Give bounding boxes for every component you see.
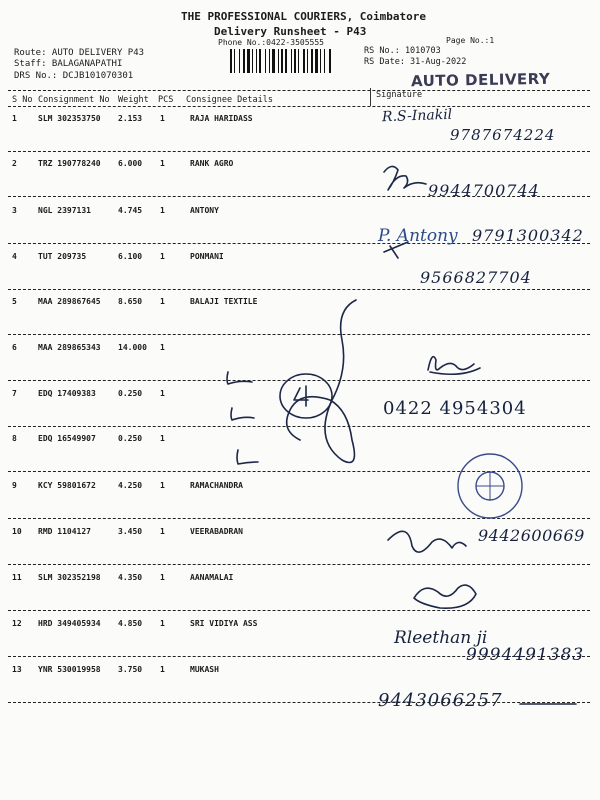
row-consignment: YNR 530019958: [38, 665, 101, 674]
row-pcs: 1: [160, 114, 165, 123]
row10-signature-phone: 9442600669: [478, 526, 585, 545]
row8-hook: [237, 450, 258, 464]
row-sno: 4: [12, 252, 17, 261]
row-consignee: RANK AGRO: [190, 159, 234, 168]
row13-signature-phone: 9443066257: [378, 690, 503, 711]
row-weight: 3.450: [118, 527, 143, 536]
row-consignment: KCY 59801672: [38, 481, 96, 490]
drs-number: DRS No.: DCJB101070301: [14, 71, 134, 81]
row-consignment: HRD 349405934: [38, 619, 101, 628]
row-pcs: 1: [160, 343, 165, 352]
row-consignee: SRI VIDIYA ASS: [190, 619, 258, 628]
row-weight: 14.000: [118, 343, 147, 352]
row-pcs: 1: [160, 434, 165, 443]
row6-hook: [227, 372, 252, 384]
row-pcs: 1: [160, 481, 165, 490]
row10-scribble: [388, 531, 466, 552]
row-pcs: 1: [160, 206, 165, 215]
row-weight: 3.750: [118, 665, 143, 674]
row4-signature-phone: 9566827704: [420, 268, 532, 287]
row-weight: 6.000: [118, 159, 143, 168]
row-consignee: RAJA HARIDASS: [190, 114, 253, 123]
col-weight: Weight: [118, 95, 149, 105]
row-weight: 4.350: [118, 573, 143, 582]
row1-signature-name: R.S-Inakil: [381, 106, 453, 126]
row-consignee: ANTONY: [190, 206, 219, 215]
row-sno: 1: [12, 114, 17, 123]
row-pcs: 1: [160, 665, 165, 674]
row-consignee: PONMANI: [190, 252, 224, 261]
row-consignee: RAMACHANDRA: [190, 481, 243, 490]
row2-scribble: [384, 166, 426, 190]
row-consignment: EDQ 16549907: [38, 434, 96, 443]
row-consignment: TUT 209735: [38, 252, 87, 261]
row2-signature-phone: 9944700744: [428, 181, 540, 200]
row-consignment: TRZ 190778240: [38, 159, 101, 168]
row-consignee: BALAJI TEXTILE: [190, 297, 258, 306]
row12-signature-phone: 9994491383: [466, 645, 585, 665]
row-weight: 0.250: [118, 434, 143, 443]
row-weight: 2.153: [118, 114, 143, 123]
row-pcs: 1: [160, 619, 165, 628]
row-sno: 10: [12, 527, 22, 536]
row-weight: 4.745: [118, 206, 143, 215]
row-sno: 5: [12, 297, 17, 306]
row-consignment: NGL 2397131: [38, 206, 91, 215]
row-sno: 2: [12, 159, 17, 168]
row-pcs: 1: [160, 573, 165, 582]
row-consignment: MAA 289865343: [38, 343, 101, 352]
row-sno: 13: [12, 665, 22, 674]
row-consignee: AANAMALAI: [190, 573, 234, 582]
company-name: THE PROFESSIONAL COURIERS, Coimbatore: [181, 10, 427, 23]
row11-scribble: [414, 585, 476, 608]
row4-mark: [384, 242, 408, 258]
loop-stroke: [287, 300, 356, 463]
row-sno: 3: [12, 206, 17, 215]
col-consignee: Consignee Details: [186, 95, 273, 105]
row-pcs: 1: [160, 389, 165, 398]
row-pcs: 1: [160, 297, 165, 306]
row-sno: 7: [12, 389, 17, 398]
row1-signature-phone: 9787674224: [450, 126, 556, 144]
row-consignment: SLM 302353750: [38, 114, 101, 123]
col-signature: Signature: [376, 90, 423, 100]
row-weight: 8.650: [118, 297, 143, 306]
row-weight: 4.250: [118, 481, 143, 490]
row6-scribble: [428, 357, 480, 375]
auto-delivery-stamp: AUTO DELIVERY: [410, 69, 551, 91]
row7-signature-phone: 0422 4954304: [383, 398, 527, 419]
col-sno: S No: [12, 95, 33, 105]
row-weight: 6.100: [118, 252, 143, 261]
row-weight: 0.250: [118, 389, 143, 398]
row-sno: 6: [12, 343, 17, 352]
row3-signature-phone: 9791300342: [472, 226, 584, 245]
row-sno: 11: [12, 573, 22, 582]
row12-signature-name: Rleethan ji: [394, 628, 488, 648]
row-consignee: VEERABADRAN: [190, 527, 243, 536]
row-pcs: 1: [160, 252, 165, 261]
runsheet-title: Delivery Runsheet - P43: [214, 25, 367, 38]
row-consignment: SLM 302352198: [38, 573, 101, 582]
row3-signature-name: P. Antony: [378, 226, 458, 246]
row-sno: 12: [12, 619, 22, 628]
row-consignment: MAA 289867645: [38, 297, 101, 306]
phone-number: Phone No.:0422-3505555: [218, 38, 324, 47]
rs-date: RS Date: 31-Aug-2022: [364, 57, 467, 67]
row-sno: 9: [12, 481, 17, 490]
rs-number: RS No.: 1010703: [364, 46, 441, 56]
row-consignment: EDQ 17409383: [38, 389, 96, 398]
row-sno: 8: [12, 434, 17, 443]
row-weight: 4.850: [118, 619, 143, 628]
route-label: Route: AUTO DELIVERY P43: [14, 48, 145, 58]
staff-label: Staff: BALAGANAPATHI: [14, 59, 123, 69]
row-consignee: MUKASH: [190, 665, 219, 674]
col-pcs: PCS: [158, 95, 174, 105]
row-pcs: 1: [160, 159, 165, 168]
row-consignment: RMD 1104127: [38, 527, 91, 536]
page-number: Page No.:1: [446, 36, 495, 45]
row-pcs: 1: [160, 527, 165, 536]
col-consignment: Consignment No: [38, 95, 110, 105]
seal-stamp: [458, 454, 522, 518]
row7-hook: [231, 408, 254, 420]
